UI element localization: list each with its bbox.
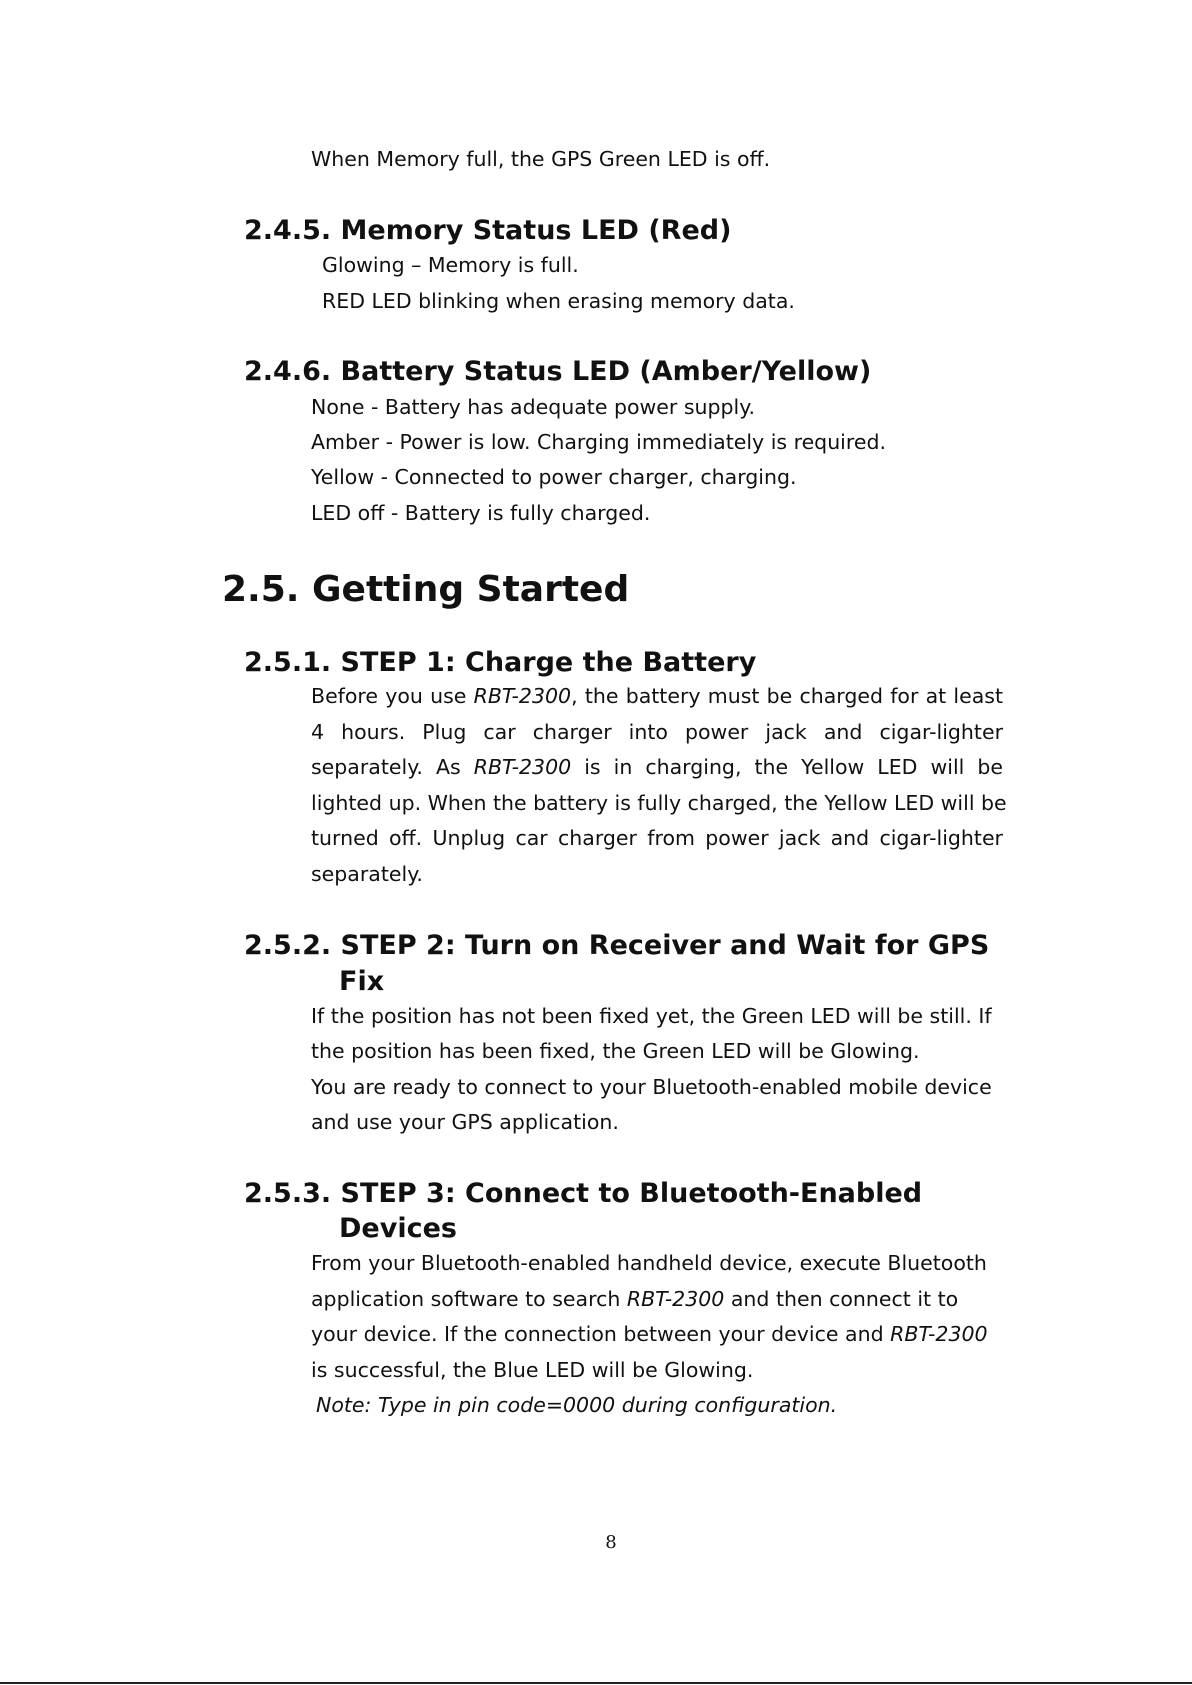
section-heading-getting-started: 2.5. Getting Started bbox=[222, 569, 630, 610]
section-heading-step-3-continued: Devices bbox=[339, 1213, 457, 1244]
section-heading-memory-status-led: 2.4.5. Memory Status LED (Red) bbox=[244, 215, 732, 246]
memory-led-line-1: Glowing – Memory is full. bbox=[322, 253, 579, 277]
section-heading-step-1: 2.5.1. STEP 1: Charge the Battery bbox=[244, 647, 757, 678]
battery-led-line-1: None - Battery has adequate power supply. bbox=[311, 395, 755, 419]
page-number: 8 bbox=[605, 1532, 617, 1553]
step-3-line-3: your device. If the connection between your device and RBT-2300 bbox=[311, 1322, 988, 1346]
step-2-line-2: the position has been fixed, the Green LED will be Glowing. bbox=[311, 1039, 920, 1063]
step-3-line-2: application software to search RBT-2300 and then connect it to bbox=[311, 1287, 959, 1311]
step-1-line-4: lighted up. When the battery is fully charged, the Yellow LED will be bbox=[311, 790, 1007, 815]
battery-led-line-4: LED off - Battery is fully charged. bbox=[311, 501, 651, 525]
product-name: RBT-2300 bbox=[473, 684, 572, 708]
step-3-line-1: From your Bluetooth-enabled handheld device, execute Bluetooth bbox=[311, 1251, 987, 1275]
memory-led-line-2: RED LED blinking when erasing memory data. bbox=[322, 289, 795, 313]
battery-led-line-2: Amber - Power is low. Charging immediately is required. bbox=[311, 430, 887, 454]
step-2-line-4: and use your GPS application. bbox=[311, 1110, 619, 1134]
section-heading-step-2: 2.5.2. STEP 2: Turn on Receiver and Wait for GPS bbox=[244, 930, 990, 961]
memory-full-note: When Memory full, the GPS Green LED is off. bbox=[311, 147, 771, 171]
product-name: RBT-2300 bbox=[473, 755, 572, 779]
step-1-line-2: 4 hours. Plug car charger into power jack and cigar-lighter bbox=[311, 719, 1003, 744]
product-name: RBT-2300 bbox=[626, 1287, 725, 1311]
configuration-note: Note: Type in pin code=0000 during configuration. bbox=[316, 1393, 838, 1417]
step-1-line-1: Before you use RBT-2300, the battery must be charged for at least bbox=[311, 684, 1004, 708]
step-1-line-3: separately. As RBT-2300 is in charging, the Yellow LED will be bbox=[311, 755, 1003, 779]
battery-led-line-3: Yellow - Connected to power charger, charging. bbox=[311, 465, 797, 489]
step-2-line-3: You are ready to connect to your Bluetooth-enabled mobile device bbox=[311, 1075, 992, 1099]
step-1-paragraph bbox=[311, 679, 1007, 892]
step-1-line-6: separately. bbox=[311, 861, 423, 886]
bottom-border-line bbox=[0, 1682, 1192, 1684]
step-3-line-4: is successful, the Blue LED will be Glowing. bbox=[311, 1358, 754, 1382]
product-name: RBT-2300 bbox=[890, 1322, 988, 1346]
section-heading-step-2-continued: Fix bbox=[339, 966, 385, 997]
section-heading-battery-status-led: 2.4.6. Battery Status LED (Amber/Yellow) bbox=[244, 356, 872, 387]
section-heading-step-3: 2.5.3. STEP 3: Connect to Bluetooth-Enabled bbox=[244, 1178, 923, 1209]
step-1-line-5: turned off. Unplug car charger from power jack and cigar-lighter bbox=[311, 826, 1003, 850]
step-2-line-1: If the position has not been fixed yet, the Green LED will be still. If bbox=[311, 1004, 992, 1028]
